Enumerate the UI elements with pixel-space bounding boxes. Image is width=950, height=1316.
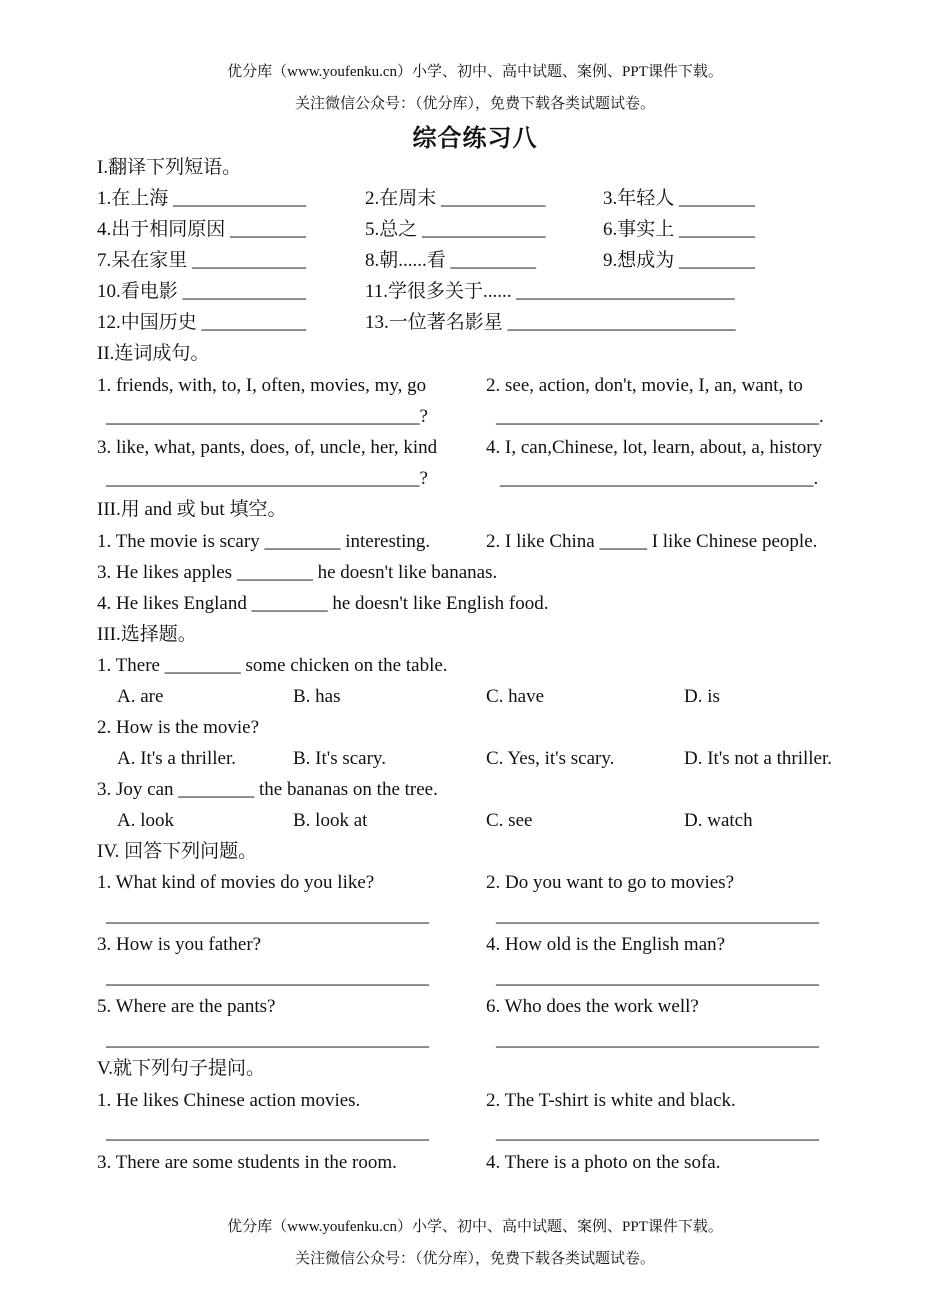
reorder-4-answer-line: _________________________________. xyxy=(500,468,819,489)
answer-line-6: __________________________________ xyxy=(496,1029,819,1050)
phrase-3: 3.年轻人 ________ xyxy=(603,188,756,209)
answer-question-3: 3. How is you father? xyxy=(97,934,262,955)
answer-line-1: __________________________________ xyxy=(106,905,429,926)
choice-3-option-b: B. look at xyxy=(293,810,368,831)
choice-1-option-b: B. has xyxy=(293,686,341,707)
choice-2-option-b: B. It's scary. xyxy=(293,748,386,769)
reorder-1-answer-line: _________________________________? xyxy=(106,406,428,427)
answer-question-1: 1. What kind of movies do you like? xyxy=(97,872,375,893)
choice-3-option-c: C. see xyxy=(486,810,533,831)
fill-4: 4. He likes England ________ he doesn't like English food. xyxy=(97,593,549,614)
choice-1-option-a: A. are xyxy=(117,686,164,707)
header-line-1: 优分库（www.youfenku.cn）小学、初中、高中试题、案例、PPT课件下载。 xyxy=(227,64,723,80)
answer-line-5: __________________________________ xyxy=(106,1029,429,1050)
footer-line-2: 关注微信公众号：（优分库），免费下载各类试题试卷。 xyxy=(294,1251,655,1267)
choice-3-option-d: D. watch xyxy=(684,810,753,831)
phrase-9: 9.想成为 ________ xyxy=(603,250,756,271)
question-sentence-1: 1. He likes Chinese action movies. xyxy=(97,1090,361,1111)
phrase-10: 10.看电影 _____________ xyxy=(97,281,307,302)
phrase-6: 6.事实上 ________ xyxy=(603,219,756,240)
question-sentence-4: 4. There is a photo on the sofa. xyxy=(486,1152,721,1173)
reorder-1: 1. friends, with, to, I, often, movies, my, go xyxy=(97,375,427,396)
choice-question-3: 3. Joy can ________ the bananas on the tree. xyxy=(97,779,438,800)
question-line-2: __________________________________ xyxy=(496,1122,819,1143)
choice-1-option-d: D. is xyxy=(684,686,720,707)
section-1-heading: I.翻译下列短语。 xyxy=(97,157,242,178)
question-sentence-3: 3. There are some students in the room. xyxy=(97,1152,397,1173)
answer-line-2: __________________________________ xyxy=(496,905,819,926)
phrase-4: 4.出于相同原因 ________ xyxy=(97,219,307,240)
phrase-1: 1.在上海 ______________ xyxy=(97,188,307,209)
footer-line-1: 优分库（www.youfenku.cn）小学、初中、高中试题、案例、PPT课件下载。 xyxy=(227,1219,723,1235)
phrase-7: 7.呆在家里 ____________ xyxy=(97,250,307,271)
phrase-2: 2.在周末 ___________ xyxy=(365,188,546,209)
question-line-1: __________________________________ xyxy=(106,1122,429,1143)
choice-question-1: 1. There ________ some chicken on the table. xyxy=(97,655,448,676)
answer-line-4: __________________________________ xyxy=(496,967,819,988)
choice-question-2: 2. How is the movie? xyxy=(97,717,260,738)
section-5-heading: IV. 回答下列问题。 xyxy=(97,841,258,862)
choice-2-option-a: A. It's a thriller. xyxy=(117,748,236,769)
reorder-3: 3. like, what, pants, does, of, uncle, her, kind xyxy=(97,437,438,458)
choice-1-option-c: C. have xyxy=(486,686,545,707)
fill-1: 1. The movie is scary ________ interesting. xyxy=(97,531,431,552)
phrase-5: 5.总之 _____________ xyxy=(365,219,546,240)
answer-question-4: 4. How old is the English man? xyxy=(486,934,726,955)
section-4-heading: III.选择题。 xyxy=(97,624,197,645)
choice-2-option-d: D. It's not a thriller. xyxy=(684,748,833,769)
phrase-12: 12.中国历史 ___________ xyxy=(97,312,307,333)
answer-question-6: 6. Who does the work well? xyxy=(486,996,699,1017)
phrase-8: 8.朝......看 _________ xyxy=(365,250,537,271)
answer-line-3: __________________________________ xyxy=(106,967,429,988)
page-title: 综合练习八 xyxy=(412,126,538,152)
answer-question-2: 2. Do you want to go to movies? xyxy=(486,872,735,893)
choice-2-option-c: C. Yes, it's scary. xyxy=(486,748,615,769)
fill-2: 2. I like China _____ I like Chinese people. xyxy=(486,531,818,552)
reorder-3-answer-line: _________________________________? xyxy=(106,468,428,489)
section-3-heading: III.用 and 或 but 填空。 xyxy=(97,499,287,520)
choice-3-option-a: A. look xyxy=(117,810,174,831)
question-sentence-2: 2. The T-shirt is white and black. xyxy=(486,1090,736,1111)
fill-3: 3. He likes apples ________ he doesn't like bananas. xyxy=(97,562,498,583)
header-line-2: 关注微信公众号：（优分库），免费下载各类试题试卷。 xyxy=(294,96,655,112)
reorder-2-answer-line: __________________________________. xyxy=(496,406,824,427)
reorder-4: 4. I, can,Chinese, lot, learn, about, a, history xyxy=(486,437,823,458)
section-2-heading: II.连词成句。 xyxy=(97,343,210,364)
phrase-11: 11.学很多关于...... _______________________ xyxy=(365,281,735,302)
reorder-2: 2. see, action, don't, movie, I, an, want, to xyxy=(486,375,803,396)
answer-question-5: 5. Where are the pants? xyxy=(97,996,276,1017)
phrase-13: 13.一位著名影星 ________________________ xyxy=(365,312,736,333)
section-6-heading: V.就下列句子提问。 xyxy=(97,1058,266,1079)
